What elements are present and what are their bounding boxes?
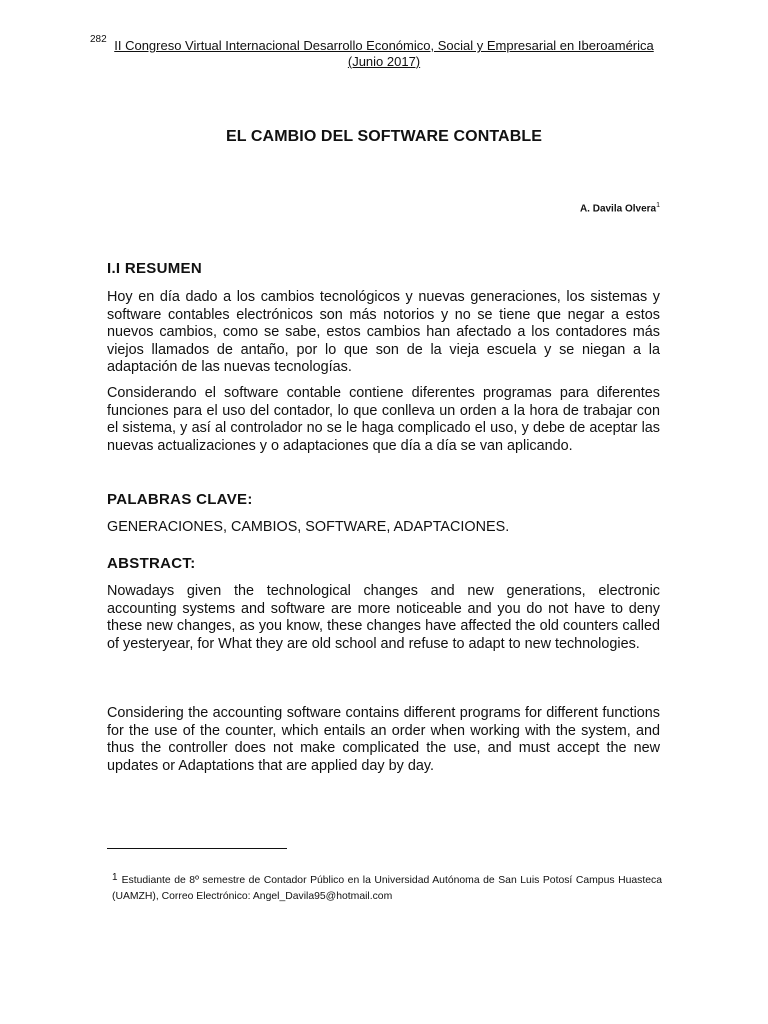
footnote [112, 870, 662, 905]
author-name: A. Davila Olvera [579, 203, 657, 215]
header-date: (Junio 2017) [347, 54, 421, 69]
palabras-clave-heading: PALABRAS CLAVE: [107, 491, 253, 508]
footnote-mark: 1 [112, 872, 118, 883]
resumen-heading: I.I RESUMEN [107, 260, 202, 277]
author-line [580, 202, 660, 214]
footnote-text: Estudiante de 8º semestre de Contador Público en la Universidad Autónoma de San Luis Potosí Campus Huasteca (UAMZH), Correo Electrónico: Angel_Davila95@hotmail.com [112, 875, 662, 902]
palabras-clave-text: GENERACIONES, CAMBIOS, SOFTWARE, ADAPTACIONES. [107, 519, 510, 535]
resumen-paragraph-1: Hoy en día dado a los cambios tecnológicos y nuevas generaciones, los sistemas y software contables electrónicos son más notorios y no se tiene que negar a estos nuevos cambios, como se sabe, estos cambios han afectado a los contadores más viejos llamados de antaño, por lo que son de la vieja escuela y se niegan a la adaptación de las nuevas tecnologías. [107, 289, 660, 376]
abstract-paragraph-1: Nowadays given the technological changes and new generations, electronic accounting systems and software are more noticeable and you do not have to deny these new changes, as you know, these changes have affected the old counters called of yesteryear, for What they are old school and refuse to adapt to new technologies. [107, 583, 660, 652]
abstract-paragraph-2: Considering the accounting software contains different programs for different functions for the use of the counter, which entails an order when working with the system, and thus the controller does not make complicated the use, and must accept the new updates or Adaptations that are applied day by day. [107, 705, 660, 774]
page-number: 282 [90, 34, 107, 45]
footnote-divider [107, 848, 287, 849]
running-header [100, 38, 668, 70]
paper-title: EL CAMBIO DEL SOFTWARE CONTABLE [226, 128, 542, 145]
resumen-paragraph-2: Considerando el software contable contiene diferentes programas para diferentes funciones para el uso del contador, lo que conlleva un orden a la hora de trabajar con el sistema, y así al controlador no se le haga complicado el uso, y debe de aceptar las nuevas actualizaciones y o adaptaciones que día a día se van aplicando. [107, 385, 660, 454]
header-conference-name: II Congreso Virtual Internacional Desarrollo Económico, Social y Empresarial en Iberoamérica [114, 38, 654, 53]
author-footnote-mark: 1 [656, 202, 660, 209]
abstract-heading: ABSTRACT: [107, 555, 196, 572]
